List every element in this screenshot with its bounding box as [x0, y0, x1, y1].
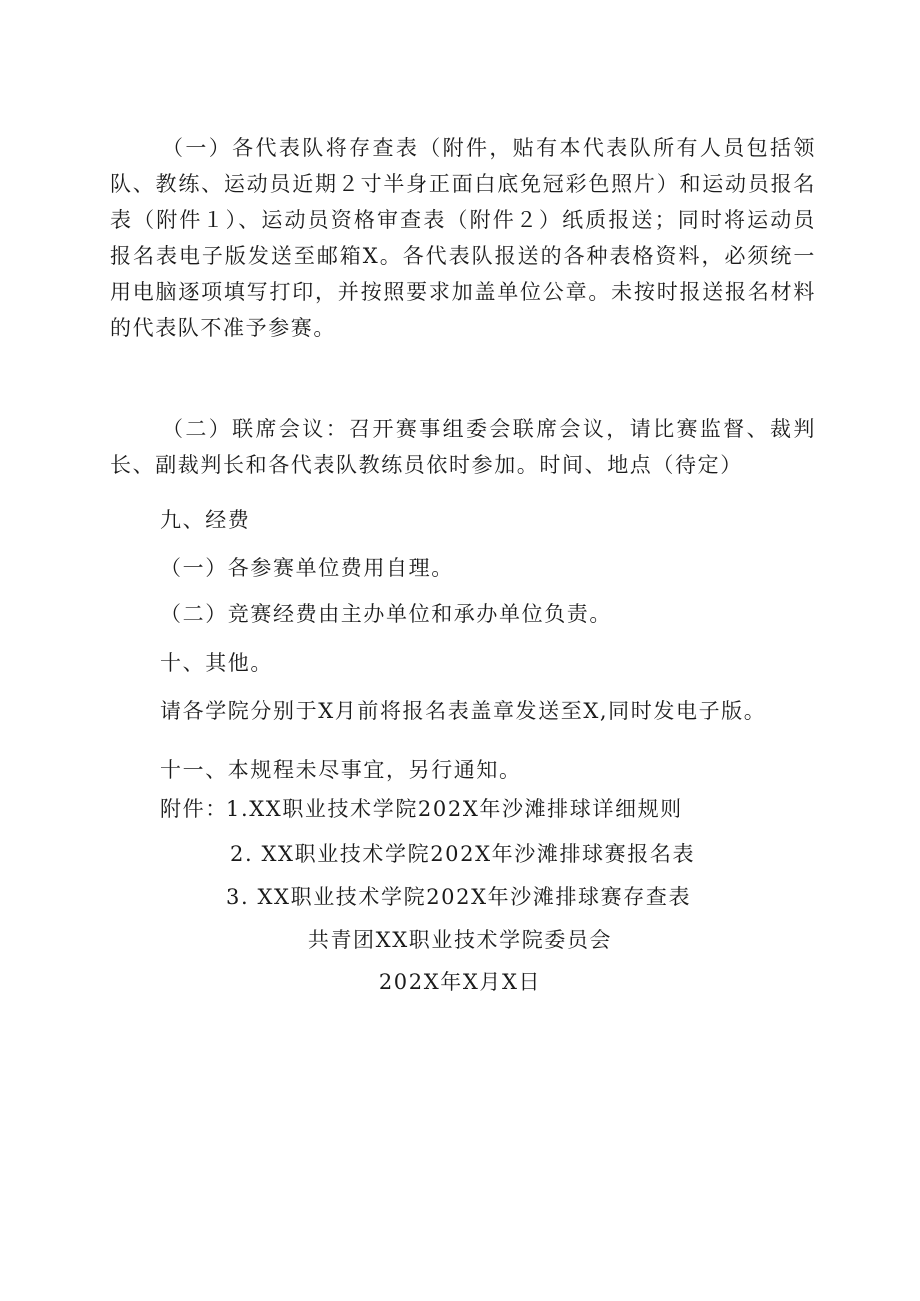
attachment-item-1: 1.XX职业技术学院202X年沙滩排球详细规则	[226, 797, 683, 821]
funding-item-2: （二）竞赛经费由主办单位和承办单位负责。	[160, 602, 612, 626]
signature-date: 202X年X月X日	[378, 970, 542, 994]
section-heading-other: 十、其他。	[160, 651, 273, 675]
paragraph-registration-materials: （一）各代表队将存查表（附件，贴有本代表队所有人员包括领队、教练、运动员近期２寸半身正面白底免冠彩色照片）和运动员报名表（附件１）、运动员资格审查表（附件２）纸质报送；同时将运动员报名表电子版发送至邮箱X。各代表队报送的各种表格资料，必须统一用电脑逐项填写打印，并按照要求加盖单位公章。未按时报送报名材料的代表队不准予参赛。	[110, 136, 816, 340]
section-heading-funding: 九、经费	[160, 508, 251, 532]
attachment-item-2: 2. XX职业技术学院202X年沙滩排球赛报名表	[230, 842, 696, 866]
attachments-label: 附件：	[160, 797, 228, 821]
attachment-item-3: 3. XX职业技术学院202X年沙滩排球赛存查表	[226, 885, 692, 909]
section-heading-notice: 十一、本规程未尽事宜，另行通知。	[160, 758, 522, 782]
signature-organization: 共青团XX职业技术学院委员会	[307, 928, 613, 952]
paragraph-joint-meeting: （二）联席会议：召开赛事组委会联席会议，请比赛监督、裁判长、副裁判长和各代表队教练员依时参加。时间、地点（待定）	[110, 417, 816, 477]
other-instructions: 请各学院分别于X月前将报名表盖章发送至X,同时发电子版。	[160, 699, 767, 723]
funding-item-1: （一）各参赛单位费用自理。	[160, 556, 454, 580]
